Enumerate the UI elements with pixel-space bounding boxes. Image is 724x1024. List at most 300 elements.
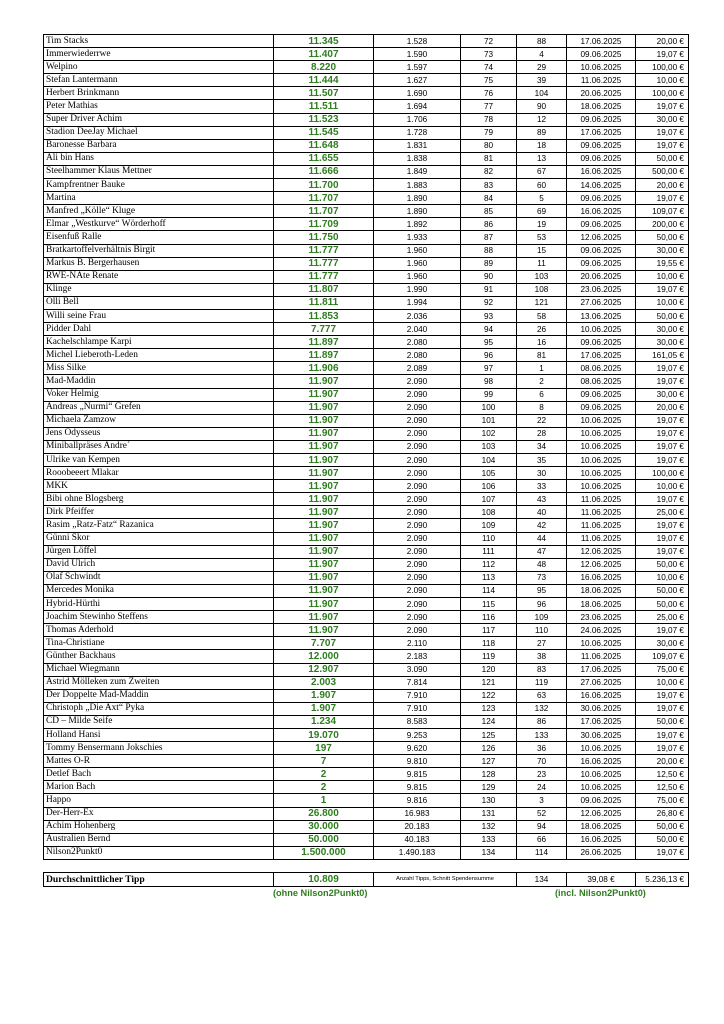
tipp-value: 1.907 — [274, 702, 374, 715]
participant-name: Willi seine Frau — [44, 309, 274, 322]
tipp-value: 12.000 — [274, 650, 374, 663]
table-row — [44, 833, 689, 846]
tipp-value: 11.707 — [274, 205, 374, 218]
tipp-date: 26.06.2025 — [567, 846, 636, 859]
tipp-date: 11.06.2025 — [567, 74, 636, 87]
rank-value: 73 — [461, 48, 517, 61]
table-row — [44, 427, 689, 440]
donation-amount: 30,00 € — [636, 336, 689, 349]
donation-amount: 50,00 € — [636, 152, 689, 165]
table-row — [44, 846, 689, 859]
tipp-value: 1.500.000 — [274, 846, 374, 859]
table-row — [44, 480, 689, 493]
rank-value: 124 — [461, 715, 517, 728]
rank-value: 114 — [461, 584, 517, 597]
difference-value: 2.090 — [374, 427, 461, 440]
table-row — [44, 257, 689, 270]
tipp-date: 09.06.2025 — [567, 192, 636, 205]
difference-value: 1.960 — [374, 257, 461, 270]
donation-amount: 19,07 € — [636, 362, 689, 375]
difference-value: 1.990 — [374, 283, 461, 296]
table-row — [44, 637, 689, 650]
difference-value: 1.706 — [374, 113, 461, 126]
donation-amount: 30,00 € — [636, 323, 689, 336]
donation-amount: 19,55 € — [636, 257, 689, 270]
tipp-value: 11.907 — [274, 519, 374, 532]
participant-name: Tommy Bensermann Jokschies — [44, 742, 274, 755]
participant-name: Rooobeeert Mlakar — [44, 467, 274, 480]
difference-value: 1.933 — [374, 231, 461, 244]
participant-name: Nilson2Punkt0 — [44, 846, 274, 859]
donation-amount: 19,07 € — [636, 689, 689, 702]
tipp-date: 23.06.2025 — [567, 283, 636, 296]
rank-value: 118 — [461, 637, 517, 650]
participant-name: David Ulrich — [44, 558, 274, 571]
donation-amount: 50,00 € — [636, 820, 689, 833]
tipp-value: 12.907 — [274, 663, 374, 676]
donation-amount: 30,00 € — [636, 637, 689, 650]
table-row — [44, 283, 689, 296]
tipp-date: 12.06.2025 — [567, 545, 636, 558]
participant-name: Klinge — [44, 283, 274, 296]
entry-number: 27 — [517, 637, 567, 650]
donation-amount: 75,00 € — [636, 663, 689, 676]
participant-name: Stefan Lantermann — [44, 74, 274, 87]
rank-value: 76 — [461, 87, 517, 100]
tipp-value: 11.907 — [274, 467, 374, 480]
participant-name: Ulrike van Kempen — [44, 454, 274, 467]
participant-name: Bratkartoffelverhältnis Birgit — [44, 244, 274, 257]
difference-value: 2.089 — [374, 362, 461, 375]
tipp-date: 17.06.2025 — [567, 35, 636, 48]
tipp-date: 09.06.2025 — [567, 218, 636, 231]
entry-number: 133 — [517, 728, 567, 741]
tipp-date: 18.06.2025 — [567, 598, 636, 611]
entry-number: 67 — [517, 165, 567, 178]
tipp-value: 11.853 — [274, 309, 374, 322]
participant-name: Steelhammer Klaus Mettner — [44, 165, 274, 178]
tipp-date: 10.06.2025 — [567, 480, 636, 493]
tipp-count: 134 — [517, 872, 567, 886]
donation-amount: 25,00 € — [636, 611, 689, 624]
rank-value: 120 — [461, 663, 517, 676]
rank-value: 104 — [461, 454, 517, 467]
participant-name: Miniballpräses Andre´ — [44, 440, 274, 453]
donation-amount: 19,07 € — [636, 283, 689, 296]
rank-value: 82 — [461, 165, 517, 178]
tipp-value: 11.907 — [274, 493, 374, 506]
difference-value: 1.690 — [374, 87, 461, 100]
donation-amount: 19,07 € — [636, 846, 689, 859]
participant-name: Holland Hansi — [44, 728, 274, 741]
entry-number: 26 — [517, 323, 567, 336]
rank-value: 93 — [461, 309, 517, 322]
tipp-value: 11.907 — [274, 584, 374, 597]
tipp-value: 11.444 — [274, 74, 374, 87]
rank-value: 91 — [461, 283, 517, 296]
table-row — [44, 598, 689, 611]
entry-number: 29 — [517, 61, 567, 74]
donation-amount: 20,00 € — [636, 179, 689, 192]
difference-value: 2.090 — [374, 414, 461, 427]
entry-number: 1 — [517, 362, 567, 375]
difference-value: 2.090 — [374, 558, 461, 571]
table-row — [44, 768, 689, 781]
table-row — [44, 165, 689, 178]
participant-name: Kampfrentner Bauke — [44, 179, 274, 192]
participant-name: Olaf Schwindt — [44, 571, 274, 584]
rank-value: 98 — [461, 375, 517, 388]
difference-value: 1.831 — [374, 139, 461, 152]
entry-number: 39 — [517, 74, 567, 87]
tipp-value: 1.234 — [274, 715, 374, 728]
tipp-date: 09.06.2025 — [567, 48, 636, 61]
difference-value: 7.814 — [374, 676, 461, 689]
difference-value: 8.583 — [374, 715, 461, 728]
entry-number: 63 — [517, 689, 567, 702]
donation-amount: 100,00 € — [636, 467, 689, 480]
tipp-value: 197 — [274, 742, 374, 755]
tipp-value: 11.907 — [274, 454, 374, 467]
tipp-date: 16.06.2025 — [567, 571, 636, 584]
participant-name: Tina-Christiane — [44, 637, 274, 650]
difference-value: 2.090 — [374, 454, 461, 467]
tipp-date: 10.06.2025 — [567, 742, 636, 755]
difference-value: 1.960 — [374, 270, 461, 283]
participant-name: Martina — [44, 192, 274, 205]
tipp-value: 11.750 — [274, 231, 374, 244]
entry-number: 44 — [517, 532, 567, 545]
participant-name: Günni Skor — [44, 532, 274, 545]
difference-value: 16.983 — [374, 807, 461, 820]
rank-value: 81 — [461, 152, 517, 165]
table-row — [44, 532, 689, 545]
entry-number: 35 — [517, 454, 567, 467]
tipp-date: 08.06.2025 — [567, 362, 636, 375]
table-row — [44, 192, 689, 205]
tipp-value: 1 — [274, 794, 374, 807]
entry-number: 90 — [517, 100, 567, 113]
tipp-date: 10.06.2025 — [567, 323, 636, 336]
average-donation: 39,08 € — [567, 872, 636, 886]
participant-name: Michaela Zamzow — [44, 414, 274, 427]
participant-name: Astrid Mölleken zum Zweiten — [44, 676, 274, 689]
total-donation: 5.236,13 € — [636, 872, 689, 886]
table-row — [44, 781, 689, 794]
entry-number: 3 — [517, 794, 567, 807]
tipp-date: 12.06.2025 — [567, 231, 636, 244]
rank-value: 89 — [461, 257, 517, 270]
participant-name: Mad-Maddin — [44, 375, 274, 388]
tipp-value: 11.906 — [274, 362, 374, 375]
summary-table — [43, 872, 689, 887]
tipp-value: 11.897 — [274, 349, 374, 362]
difference-value: 3.090 — [374, 663, 461, 676]
participant-name: Super Driver Achim — [44, 113, 274, 126]
rank-value: 72 — [461, 35, 517, 48]
difference-value: 1.960 — [374, 244, 461, 257]
participant-name: Elmar „Westkurve“ Wörderhoff — [44, 218, 274, 231]
tipp-date: 18.06.2025 — [567, 100, 636, 113]
difference-value: 2.090 — [374, 519, 461, 532]
entry-number: 2 — [517, 375, 567, 388]
table-row — [44, 152, 689, 165]
rank-value: 130 — [461, 794, 517, 807]
entry-number: 114 — [517, 846, 567, 859]
donation-amount: 50,00 € — [636, 833, 689, 846]
tipp-date: 10.06.2025 — [567, 637, 636, 650]
rank-value: 110 — [461, 532, 517, 545]
table-row — [44, 323, 689, 336]
entry-number: 13 — [517, 152, 567, 165]
rank-value: 133 — [461, 833, 517, 846]
difference-value: 7.910 — [374, 702, 461, 715]
difference-value: 2.090 — [374, 545, 461, 558]
tipp-value: 11.777 — [274, 270, 374, 283]
donation-amount: 19,07 € — [636, 519, 689, 532]
donation-amount: 50,00 € — [636, 715, 689, 728]
table-row — [44, 689, 689, 702]
difference-value: 9.810 — [374, 755, 461, 768]
rank-value: 92 — [461, 296, 517, 309]
entry-number: 28 — [517, 427, 567, 440]
participant-name: Miss Silke — [44, 362, 274, 375]
participant-name: Ali bin Hans — [44, 152, 274, 165]
difference-value: 1.590 — [374, 48, 461, 61]
tipp-value: 8.220 — [274, 61, 374, 74]
donation-amount: 161,05 € — [636, 349, 689, 362]
rank-value: 100 — [461, 401, 517, 414]
table-row — [44, 611, 689, 624]
rank-value: 116 — [461, 611, 517, 624]
tipp-date: 18.06.2025 — [567, 820, 636, 833]
entry-number: 70 — [517, 755, 567, 768]
summary-notes — [43, 887, 688, 901]
tipp-value: 11.345 — [274, 35, 374, 48]
table-row — [44, 545, 689, 558]
rank-value: 78 — [461, 113, 517, 126]
donation-amount: 20,00 € — [636, 401, 689, 414]
tipp-value: 11.907 — [274, 427, 374, 440]
tipp-date: 11.06.2025 — [567, 650, 636, 663]
difference-value: 2.040 — [374, 323, 461, 336]
difference-value: 1.597 — [374, 61, 461, 74]
table-row — [44, 506, 689, 519]
donation-amount: 50,00 € — [636, 309, 689, 322]
entry-number: 103 — [517, 270, 567, 283]
table-row — [44, 755, 689, 768]
difference-value: 2.036 — [374, 309, 461, 322]
rank-value: 84 — [461, 192, 517, 205]
rank-value: 77 — [461, 100, 517, 113]
tipp-value: 19.070 — [274, 728, 374, 741]
rank-value: 126 — [461, 742, 517, 755]
difference-value: 1.528 — [374, 35, 461, 48]
average-tipp: 10.809 — [274, 872, 374, 886]
tipp-value: 11.707 — [274, 192, 374, 205]
tipp-date: 16.06.2025 — [567, 689, 636, 702]
rank-value: 117 — [461, 624, 517, 637]
tipp-table — [43, 34, 689, 860]
rank-value: 122 — [461, 689, 517, 702]
table-row — [44, 794, 689, 807]
donation-amount: 100,00 € — [636, 61, 689, 74]
entry-number: 73 — [517, 571, 567, 584]
tipp-value: 11.907 — [274, 611, 374, 624]
table-row — [44, 179, 689, 192]
rank-value: 113 — [461, 571, 517, 584]
table-row — [44, 336, 689, 349]
tipp-value: 50.000 — [274, 833, 374, 846]
tipp-value: 11.897 — [274, 336, 374, 349]
rank-value: 132 — [461, 820, 517, 833]
rank-value: 102 — [461, 427, 517, 440]
rank-value: 127 — [461, 755, 517, 768]
tipp-value: 11.907 — [274, 480, 374, 493]
tipp-value: 11.777 — [274, 244, 374, 257]
difference-value: 1.883 — [374, 179, 461, 192]
difference-value: 1.890 — [374, 205, 461, 218]
table-row — [44, 362, 689, 375]
participant-name: Markus B. Bergerhausen — [44, 257, 274, 270]
table-row — [44, 270, 689, 283]
rank-value: 121 — [461, 676, 517, 689]
summary-caption: Anzahl Tipps, Schnitt Spendensumme — [374, 872, 517, 886]
tipp-value: 11.807 — [274, 283, 374, 296]
table-row — [44, 349, 689, 362]
participant-name: Pidder Dahl — [44, 323, 274, 336]
entry-number: 30 — [517, 467, 567, 480]
entry-number: 8 — [517, 401, 567, 414]
rank-value: 105 — [461, 467, 517, 480]
difference-value: 9.815 — [374, 768, 461, 781]
donation-amount: 10,00 € — [636, 296, 689, 309]
table-row — [44, 676, 689, 689]
donation-amount: 19,07 € — [636, 545, 689, 558]
tipp-date: 12.06.2025 — [567, 807, 636, 820]
rank-value: 95 — [461, 336, 517, 349]
table-row — [44, 218, 689, 231]
tipp-value: 11.507 — [274, 87, 374, 100]
difference-value: 2.090 — [374, 467, 461, 480]
donation-amount: 26,80 € — [636, 807, 689, 820]
donation-amount: 50,00 € — [636, 231, 689, 244]
entry-number: 19 — [517, 218, 567, 231]
participant-name: MKK — [44, 480, 274, 493]
tipp-date: 09.06.2025 — [567, 257, 636, 270]
tipp-date: 13.06.2025 — [567, 309, 636, 322]
table-row — [44, 650, 689, 663]
tipp-date: 09.06.2025 — [567, 388, 636, 401]
rank-value: 96 — [461, 349, 517, 362]
rank-value: 111 — [461, 545, 517, 558]
difference-value: 9.815 — [374, 781, 461, 794]
table-row — [44, 296, 689, 309]
tipp-table-body — [44, 35, 689, 860]
donation-amount: 50,00 € — [636, 598, 689, 611]
tipp-value: 11.648 — [274, 139, 374, 152]
tipp-value: 11.907 — [274, 506, 374, 519]
tipp-date: 10.06.2025 — [567, 414, 636, 427]
donation-amount: 10,00 € — [636, 480, 689, 493]
table-row — [44, 807, 689, 820]
rank-value: 125 — [461, 728, 517, 741]
entry-number: 69 — [517, 205, 567, 218]
tipp-value: 2 — [274, 781, 374, 794]
table-row — [44, 231, 689, 244]
table-row — [44, 205, 689, 218]
entry-number: 121 — [517, 296, 567, 309]
participant-name: Marion Bach — [44, 781, 274, 794]
participant-name: Andreas „Nurmi“ Grefen — [44, 401, 274, 414]
tipp-value: 11.907 — [274, 440, 374, 453]
tipp-date: 14.06.2025 — [567, 179, 636, 192]
difference-value: 9.620 — [374, 742, 461, 755]
donation-amount: 25,00 € — [636, 506, 689, 519]
difference-value: 1.728 — [374, 126, 461, 139]
table-row — [44, 414, 689, 427]
rank-value: 90 — [461, 270, 517, 283]
table-row — [44, 624, 689, 637]
tipp-date: 16.06.2025 — [567, 755, 636, 768]
entry-number: 60 — [517, 179, 567, 192]
donation-amount: 30,00 € — [636, 113, 689, 126]
table-row — [44, 126, 689, 139]
tipp-value: 11.907 — [274, 624, 374, 637]
tipp-date: 08.06.2025 — [567, 375, 636, 388]
donation-amount: 10,00 € — [636, 270, 689, 283]
donation-amount: 10,00 € — [636, 74, 689, 87]
entry-number: 52 — [517, 807, 567, 820]
difference-value: 2.110 — [374, 637, 461, 650]
difference-value: 1.849 — [374, 165, 461, 178]
participant-name: Olli Bell — [44, 296, 274, 309]
entry-number: 95 — [517, 584, 567, 597]
difference-value: 2.090 — [374, 493, 461, 506]
participant-name: Mattes O-R — [44, 755, 274, 768]
participant-name: Michel Lieberoth-Leden — [44, 349, 274, 362]
donation-amount: 19,07 € — [636, 493, 689, 506]
table-row — [44, 61, 689, 74]
difference-value: 1.627 — [374, 74, 461, 87]
entry-number: 48 — [517, 558, 567, 571]
rank-value: 108 — [461, 506, 517, 519]
table-row — [44, 375, 689, 388]
donation-amount: 12,50 € — [636, 781, 689, 794]
donation-amount: 109,07 € — [636, 205, 689, 218]
tipp-date: 09.06.2025 — [567, 336, 636, 349]
entry-number: 66 — [517, 833, 567, 846]
participant-name: Australien Bernd — [44, 833, 274, 846]
rank-value: 112 — [461, 558, 517, 571]
entry-number: 24 — [517, 781, 567, 794]
participant-name: Joachim Stewinho Steffens — [44, 611, 274, 624]
rank-value: 94 — [461, 323, 517, 336]
participant-name: Baronesse Barbara — [44, 139, 274, 152]
tipp-value: 11.545 — [274, 126, 374, 139]
tipp-date: 09.06.2025 — [567, 152, 636, 165]
tipp-date: 27.06.2025 — [567, 676, 636, 689]
donation-amount: 500,00 € — [636, 165, 689, 178]
donation-amount: 30,00 € — [636, 244, 689, 257]
entry-number: 42 — [517, 519, 567, 532]
tipp-date: 17.06.2025 — [567, 349, 636, 362]
tipp-date: 24.06.2025 — [567, 624, 636, 637]
entry-number: 12 — [517, 113, 567, 126]
participant-name: Manfred „Kölle“ Kluge — [44, 205, 274, 218]
table-row — [44, 74, 689, 87]
tipp-date: 09.06.2025 — [567, 244, 636, 257]
